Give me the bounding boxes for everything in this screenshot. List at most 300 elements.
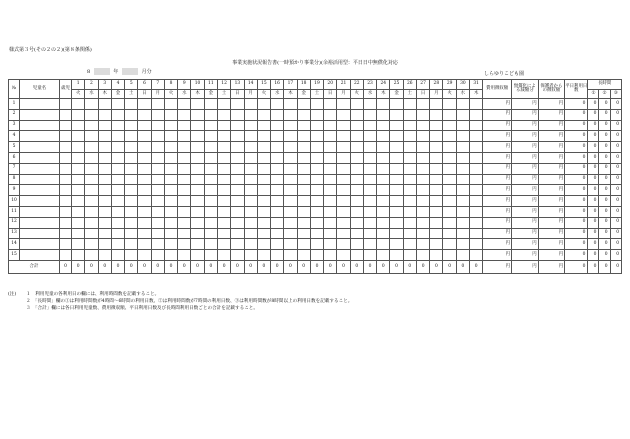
day-hours-cell[interactable] xyxy=(363,196,376,207)
day-hours-cell[interactable] xyxy=(363,206,376,217)
day-hours-cell[interactable] xyxy=(470,131,483,142)
day-hours-cell[interactable] xyxy=(271,99,284,110)
day-hours-cell[interactable] xyxy=(231,163,244,174)
day-hours-cell[interactable] xyxy=(257,228,270,239)
day-hours-cell[interactable] xyxy=(456,142,469,153)
day-hours-cell[interactable] xyxy=(257,109,270,120)
day-hours-cell[interactable] xyxy=(138,131,151,142)
day-hours-cell[interactable] xyxy=(244,131,257,142)
day-hours-cell[interactable] xyxy=(271,250,284,261)
day-hours-cell[interactable] xyxy=(350,196,363,207)
day-hours-cell[interactable] xyxy=(324,185,337,196)
day-hours-cell[interactable] xyxy=(416,217,429,228)
day-hours-cell[interactable] xyxy=(390,163,403,174)
day-hours-cell[interactable] xyxy=(244,142,257,153)
day-hours-cell[interactable] xyxy=(324,174,337,185)
day-hours-cell[interactable] xyxy=(470,163,483,174)
day-hours-cell[interactable] xyxy=(231,174,244,185)
day-hours-cell[interactable] xyxy=(257,196,270,207)
day-hours-cell[interactable] xyxy=(257,99,270,110)
age-cell[interactable] xyxy=(59,152,71,163)
day-hours-cell[interactable] xyxy=(470,206,483,217)
child-name-cell[interactable] xyxy=(20,152,60,163)
day-hours-cell[interactable] xyxy=(310,109,323,120)
day-hours-cell[interactable] xyxy=(350,217,363,228)
day-hours-cell[interactable] xyxy=(416,142,429,153)
day-hours-cell[interactable] xyxy=(191,163,204,174)
day-hours-cell[interactable] xyxy=(164,217,177,228)
day-hours-cell[interactable] xyxy=(125,239,138,250)
day-hours-cell[interactable] xyxy=(470,239,483,250)
day-hours-cell[interactable] xyxy=(324,206,337,217)
day-hours-cell[interactable] xyxy=(85,152,98,163)
day-hours-cell[interactable] xyxy=(430,174,443,185)
day-hours-cell[interactable] xyxy=(297,250,310,261)
day-hours-cell[interactable] xyxy=(430,142,443,153)
day-hours-cell[interactable] xyxy=(151,120,164,131)
day-hours-cell[interactable] xyxy=(324,120,337,131)
day-hours-cell[interactable] xyxy=(337,109,350,120)
age-cell[interactable] xyxy=(59,228,71,239)
day-hours-cell[interactable] xyxy=(178,217,191,228)
day-hours-cell[interactable] xyxy=(217,250,230,261)
day-hours-cell[interactable] xyxy=(390,196,403,207)
day-hours-cell[interactable] xyxy=(111,228,124,239)
day-hours-cell[interactable] xyxy=(337,185,350,196)
day-hours-cell[interactable] xyxy=(297,142,310,153)
day-hours-cell[interactable] xyxy=(430,206,443,217)
day-hours-cell[interactable] xyxy=(430,163,443,174)
day-hours-cell[interactable] xyxy=(191,239,204,250)
day-hours-cell[interactable] xyxy=(125,185,138,196)
day-hours-cell[interactable] xyxy=(244,239,257,250)
day-hours-cell[interactable] xyxy=(164,99,177,110)
day-hours-cell[interactable] xyxy=(350,163,363,174)
day-hours-cell[interactable] xyxy=(443,217,456,228)
day-hours-cell[interactable] xyxy=(284,99,297,110)
day-hours-cell[interactable] xyxy=(178,228,191,239)
day-hours-cell[interactable] xyxy=(310,228,323,239)
day-hours-cell[interactable] xyxy=(430,109,443,120)
day-hours-cell[interactable] xyxy=(337,131,350,142)
day-hours-cell[interactable] xyxy=(125,250,138,261)
child-name-cell[interactable] xyxy=(20,196,60,207)
day-hours-cell[interactable] xyxy=(111,163,124,174)
age-cell[interactable] xyxy=(59,185,71,196)
day-hours-cell[interactable] xyxy=(271,217,284,228)
day-hours-cell[interactable] xyxy=(297,185,310,196)
day-hours-cell[interactable] xyxy=(164,120,177,131)
day-hours-cell[interactable] xyxy=(125,120,138,131)
day-hours-cell[interactable] xyxy=(350,239,363,250)
child-name-cell[interactable] xyxy=(20,217,60,228)
day-hours-cell[interactable] xyxy=(310,185,323,196)
day-hours-cell[interactable] xyxy=(377,239,390,250)
day-hours-cell[interactable] xyxy=(151,228,164,239)
day-hours-cell[interactable] xyxy=(324,250,337,261)
day-hours-cell[interactable] xyxy=(456,206,469,217)
day-hours-cell[interactable] xyxy=(350,142,363,153)
day-hours-cell[interactable] xyxy=(138,217,151,228)
day-hours-cell[interactable] xyxy=(456,109,469,120)
day-hours-cell[interactable] xyxy=(377,206,390,217)
day-hours-cell[interactable] xyxy=(138,250,151,261)
age-cell[interactable] xyxy=(59,196,71,207)
day-hours-cell[interactable] xyxy=(191,196,204,207)
day-hours-cell[interactable] xyxy=(244,109,257,120)
day-hours-cell[interactable] xyxy=(191,99,204,110)
child-name-cell[interactable] xyxy=(20,99,60,110)
day-hours-cell[interactable] xyxy=(151,239,164,250)
day-hours-cell[interactable] xyxy=(98,109,111,120)
day-hours-cell[interactable] xyxy=(178,109,191,120)
child-name-cell[interactable] xyxy=(20,109,60,120)
day-hours-cell[interactable] xyxy=(111,185,124,196)
day-hours-cell[interactable] xyxy=(377,185,390,196)
day-hours-cell[interactable] xyxy=(151,142,164,153)
day-hours-cell[interactable] xyxy=(363,131,376,142)
day-hours-cell[interactable] xyxy=(271,196,284,207)
day-hours-cell[interactable] xyxy=(151,185,164,196)
day-hours-cell[interactable] xyxy=(151,250,164,261)
day-hours-cell[interactable] xyxy=(217,152,230,163)
day-hours-cell[interactable] xyxy=(390,152,403,163)
day-hours-cell[interactable] xyxy=(204,239,217,250)
day-hours-cell[interactable] xyxy=(244,206,257,217)
day-hours-cell[interactable] xyxy=(231,99,244,110)
day-hours-cell[interactable] xyxy=(98,174,111,185)
day-hours-cell[interactable] xyxy=(72,99,85,110)
day-hours-cell[interactable] xyxy=(164,239,177,250)
day-hours-cell[interactable] xyxy=(416,131,429,142)
day-hours-cell[interactable] xyxy=(470,120,483,131)
day-hours-cell[interactable] xyxy=(257,142,270,153)
child-name-cell[interactable] xyxy=(20,174,60,185)
day-hours-cell[interactable] xyxy=(231,109,244,120)
day-hours-cell[interactable] xyxy=(178,120,191,131)
day-hours-cell[interactable] xyxy=(284,217,297,228)
day-hours-cell[interactable] xyxy=(390,174,403,185)
day-hours-cell[interactable] xyxy=(337,196,350,207)
day-hours-cell[interactable] xyxy=(284,239,297,250)
child-name-cell[interactable] xyxy=(20,250,60,261)
day-hours-cell[interactable] xyxy=(72,196,85,207)
day-hours-cell[interactable] xyxy=(337,174,350,185)
day-hours-cell[interactable] xyxy=(111,174,124,185)
day-hours-cell[interactable] xyxy=(284,196,297,207)
day-hours-cell[interactable] xyxy=(244,152,257,163)
day-hours-cell[interactable] xyxy=(231,196,244,207)
day-hours-cell[interactable] xyxy=(231,120,244,131)
day-hours-cell[interactable] xyxy=(377,174,390,185)
day-hours-cell[interactable] xyxy=(403,196,416,207)
day-hours-cell[interactable] xyxy=(204,131,217,142)
day-hours-cell[interactable] xyxy=(125,206,138,217)
day-hours-cell[interactable] xyxy=(138,228,151,239)
day-hours-cell[interactable] xyxy=(125,228,138,239)
day-hours-cell[interactable] xyxy=(271,228,284,239)
day-hours-cell[interactable] xyxy=(138,152,151,163)
day-hours-cell[interactable] xyxy=(257,217,270,228)
day-hours-cell[interactable] xyxy=(164,142,177,153)
day-hours-cell[interactable] xyxy=(430,217,443,228)
day-hours-cell[interactable] xyxy=(151,99,164,110)
day-hours-cell[interactable] xyxy=(390,206,403,217)
day-hours-cell[interactable] xyxy=(390,217,403,228)
day-hours-cell[interactable] xyxy=(138,174,151,185)
day-hours-cell[interactable] xyxy=(377,217,390,228)
day-hours-cell[interactable] xyxy=(443,152,456,163)
day-hours-cell[interactable] xyxy=(284,250,297,261)
day-hours-cell[interactable] xyxy=(138,142,151,153)
day-hours-cell[interactable] xyxy=(470,152,483,163)
day-hours-cell[interactable] xyxy=(164,185,177,196)
day-hours-cell[interactable] xyxy=(297,196,310,207)
day-hours-cell[interactable] xyxy=(470,185,483,196)
day-hours-cell[interactable] xyxy=(204,217,217,228)
day-hours-cell[interactable] xyxy=(164,206,177,217)
day-hours-cell[interactable] xyxy=(456,185,469,196)
day-hours-cell[interactable] xyxy=(416,109,429,120)
day-hours-cell[interactable] xyxy=(257,239,270,250)
day-hours-cell[interactable] xyxy=(257,163,270,174)
day-hours-cell[interactable] xyxy=(310,163,323,174)
child-name-cell[interactable] xyxy=(20,131,60,142)
day-hours-cell[interactable] xyxy=(443,163,456,174)
day-hours-cell[interactable] xyxy=(310,174,323,185)
day-hours-cell[interactable] xyxy=(324,99,337,110)
day-hours-cell[interactable] xyxy=(191,120,204,131)
day-hours-cell[interactable] xyxy=(443,174,456,185)
day-hours-cell[interactable] xyxy=(284,206,297,217)
day-hours-cell[interactable] xyxy=(85,228,98,239)
day-hours-cell[interactable] xyxy=(111,206,124,217)
day-hours-cell[interactable] xyxy=(297,99,310,110)
day-hours-cell[interactable] xyxy=(443,206,456,217)
day-hours-cell[interactable] xyxy=(416,120,429,131)
day-hours-cell[interactable] xyxy=(337,217,350,228)
day-hours-cell[interactable] xyxy=(430,185,443,196)
day-hours-cell[interactable] xyxy=(284,109,297,120)
day-hours-cell[interactable] xyxy=(363,239,376,250)
day-hours-cell[interactable] xyxy=(257,250,270,261)
day-hours-cell[interactable] xyxy=(271,239,284,250)
day-hours-cell[interactable] xyxy=(430,196,443,207)
day-hours-cell[interactable] xyxy=(324,196,337,207)
day-hours-cell[interactable] xyxy=(217,228,230,239)
age-cell[interactable] xyxy=(59,239,71,250)
child-name-cell[interactable] xyxy=(20,206,60,217)
day-hours-cell[interactable] xyxy=(231,217,244,228)
day-hours-cell[interactable] xyxy=(98,99,111,110)
day-hours-cell[interactable] xyxy=(470,99,483,110)
day-hours-cell[interactable] xyxy=(470,228,483,239)
day-hours-cell[interactable] xyxy=(443,239,456,250)
day-hours-cell[interactable] xyxy=(111,239,124,250)
day-hours-cell[interactable] xyxy=(98,142,111,153)
day-hours-cell[interactable] xyxy=(284,120,297,131)
day-hours-cell[interactable] xyxy=(244,228,257,239)
day-hours-cell[interactable] xyxy=(204,99,217,110)
day-hours-cell[interactable] xyxy=(271,109,284,120)
day-hours-cell[interactable] xyxy=(337,228,350,239)
day-hours-cell[interactable] xyxy=(337,152,350,163)
day-hours-cell[interactable] xyxy=(257,120,270,131)
day-hours-cell[interactable] xyxy=(72,206,85,217)
day-hours-cell[interactable] xyxy=(85,206,98,217)
day-hours-cell[interactable] xyxy=(403,206,416,217)
day-hours-cell[interactable] xyxy=(403,185,416,196)
day-hours-cell[interactable] xyxy=(125,217,138,228)
day-hours-cell[interactable] xyxy=(138,206,151,217)
day-hours-cell[interactable] xyxy=(390,131,403,142)
day-hours-cell[interactable] xyxy=(350,228,363,239)
day-hours-cell[interactable] xyxy=(297,206,310,217)
day-hours-cell[interactable] xyxy=(416,163,429,174)
day-hours-cell[interactable] xyxy=(98,185,111,196)
day-hours-cell[interactable] xyxy=(125,131,138,142)
day-hours-cell[interactable] xyxy=(403,217,416,228)
day-hours-cell[interactable] xyxy=(191,206,204,217)
day-hours-cell[interactable] xyxy=(164,109,177,120)
day-hours-cell[interactable] xyxy=(456,152,469,163)
day-hours-cell[interactable] xyxy=(416,152,429,163)
day-hours-cell[interactable] xyxy=(297,174,310,185)
day-hours-cell[interactable] xyxy=(403,228,416,239)
day-hours-cell[interactable] xyxy=(98,206,111,217)
day-hours-cell[interactable] xyxy=(310,99,323,110)
day-hours-cell[interactable] xyxy=(164,131,177,142)
day-hours-cell[interactable] xyxy=(337,250,350,261)
day-hours-cell[interactable] xyxy=(178,206,191,217)
day-hours-cell[interactable] xyxy=(284,228,297,239)
day-hours-cell[interactable] xyxy=(191,152,204,163)
day-hours-cell[interactable] xyxy=(204,174,217,185)
day-hours-cell[interactable] xyxy=(350,109,363,120)
year-input-box[interactable] xyxy=(94,68,110,75)
day-hours-cell[interactable] xyxy=(363,163,376,174)
day-hours-cell[interactable] xyxy=(456,131,469,142)
day-hours-cell[interactable] xyxy=(204,109,217,120)
day-hours-cell[interactable] xyxy=(390,185,403,196)
day-hours-cell[interactable] xyxy=(350,120,363,131)
day-hours-cell[interactable] xyxy=(138,239,151,250)
day-hours-cell[interactable] xyxy=(271,131,284,142)
day-hours-cell[interactable] xyxy=(456,239,469,250)
day-hours-cell[interactable] xyxy=(204,120,217,131)
day-hours-cell[interactable] xyxy=(244,174,257,185)
day-hours-cell[interactable] xyxy=(363,99,376,110)
day-hours-cell[interactable] xyxy=(257,174,270,185)
day-hours-cell[interactable] xyxy=(363,152,376,163)
day-hours-cell[interactable] xyxy=(244,163,257,174)
day-hours-cell[interactable] xyxy=(217,120,230,131)
day-hours-cell[interactable] xyxy=(244,250,257,261)
day-hours-cell[interactable] xyxy=(257,131,270,142)
day-hours-cell[interactable] xyxy=(257,152,270,163)
day-hours-cell[interactable] xyxy=(164,250,177,261)
day-hours-cell[interactable] xyxy=(217,99,230,110)
day-hours-cell[interactable] xyxy=(403,131,416,142)
day-hours-cell[interactable] xyxy=(443,131,456,142)
day-hours-cell[interactable] xyxy=(111,142,124,153)
day-hours-cell[interactable] xyxy=(85,142,98,153)
day-hours-cell[interactable] xyxy=(443,120,456,131)
month-input-box[interactable] xyxy=(122,68,138,75)
day-hours-cell[interactable] xyxy=(72,109,85,120)
day-hours-cell[interactable] xyxy=(430,250,443,261)
day-hours-cell[interactable] xyxy=(324,142,337,153)
day-hours-cell[interactable] xyxy=(456,99,469,110)
day-hours-cell[interactable] xyxy=(430,131,443,142)
day-hours-cell[interactable] xyxy=(191,142,204,153)
day-hours-cell[interactable] xyxy=(416,174,429,185)
child-name-cell[interactable] xyxy=(20,120,60,131)
child-name-cell[interactable] xyxy=(20,142,60,153)
day-hours-cell[interactable] xyxy=(456,163,469,174)
day-hours-cell[interactable] xyxy=(72,142,85,153)
day-hours-cell[interactable] xyxy=(111,131,124,142)
day-hours-cell[interactable] xyxy=(244,185,257,196)
day-hours-cell[interactable] xyxy=(310,217,323,228)
day-hours-cell[interactable] xyxy=(310,250,323,261)
day-hours-cell[interactable] xyxy=(470,109,483,120)
day-hours-cell[interactable] xyxy=(85,174,98,185)
day-hours-cell[interactable] xyxy=(244,196,257,207)
day-hours-cell[interactable] xyxy=(297,152,310,163)
day-hours-cell[interactable] xyxy=(125,163,138,174)
day-hours-cell[interactable] xyxy=(470,217,483,228)
day-hours-cell[interactable] xyxy=(151,131,164,142)
age-cell[interactable] xyxy=(59,250,71,261)
day-hours-cell[interactable] xyxy=(217,131,230,142)
day-hours-cell[interactable] xyxy=(284,174,297,185)
day-hours-cell[interactable] xyxy=(98,196,111,207)
day-hours-cell[interactable] xyxy=(324,239,337,250)
day-hours-cell[interactable] xyxy=(151,206,164,217)
day-hours-cell[interactable] xyxy=(151,163,164,174)
day-hours-cell[interactable] xyxy=(178,99,191,110)
day-hours-cell[interactable] xyxy=(244,120,257,131)
day-hours-cell[interactable] xyxy=(111,109,124,120)
day-hours-cell[interactable] xyxy=(72,239,85,250)
day-hours-cell[interactable] xyxy=(284,142,297,153)
day-hours-cell[interactable] xyxy=(271,152,284,163)
day-hours-cell[interactable] xyxy=(72,131,85,142)
day-hours-cell[interactable] xyxy=(164,228,177,239)
day-hours-cell[interactable] xyxy=(456,228,469,239)
day-hours-cell[interactable] xyxy=(111,196,124,207)
day-hours-cell[interactable] xyxy=(324,163,337,174)
day-hours-cell[interactable] xyxy=(125,142,138,153)
day-hours-cell[interactable] xyxy=(310,152,323,163)
day-hours-cell[interactable] xyxy=(297,163,310,174)
age-cell[interactable] xyxy=(59,163,71,174)
day-hours-cell[interactable] xyxy=(337,142,350,153)
day-hours-cell[interactable] xyxy=(125,174,138,185)
day-hours-cell[interactable] xyxy=(138,109,151,120)
day-hours-cell[interactable] xyxy=(151,109,164,120)
day-hours-cell[interactable] xyxy=(416,250,429,261)
day-hours-cell[interactable] xyxy=(164,163,177,174)
day-hours-cell[interactable] xyxy=(85,120,98,131)
day-hours-cell[interactable] xyxy=(204,250,217,261)
day-hours-cell[interactable] xyxy=(284,163,297,174)
day-hours-cell[interactable] xyxy=(178,142,191,153)
day-hours-cell[interactable] xyxy=(363,120,376,131)
day-hours-cell[interactable] xyxy=(85,109,98,120)
day-hours-cell[interactable] xyxy=(337,99,350,110)
